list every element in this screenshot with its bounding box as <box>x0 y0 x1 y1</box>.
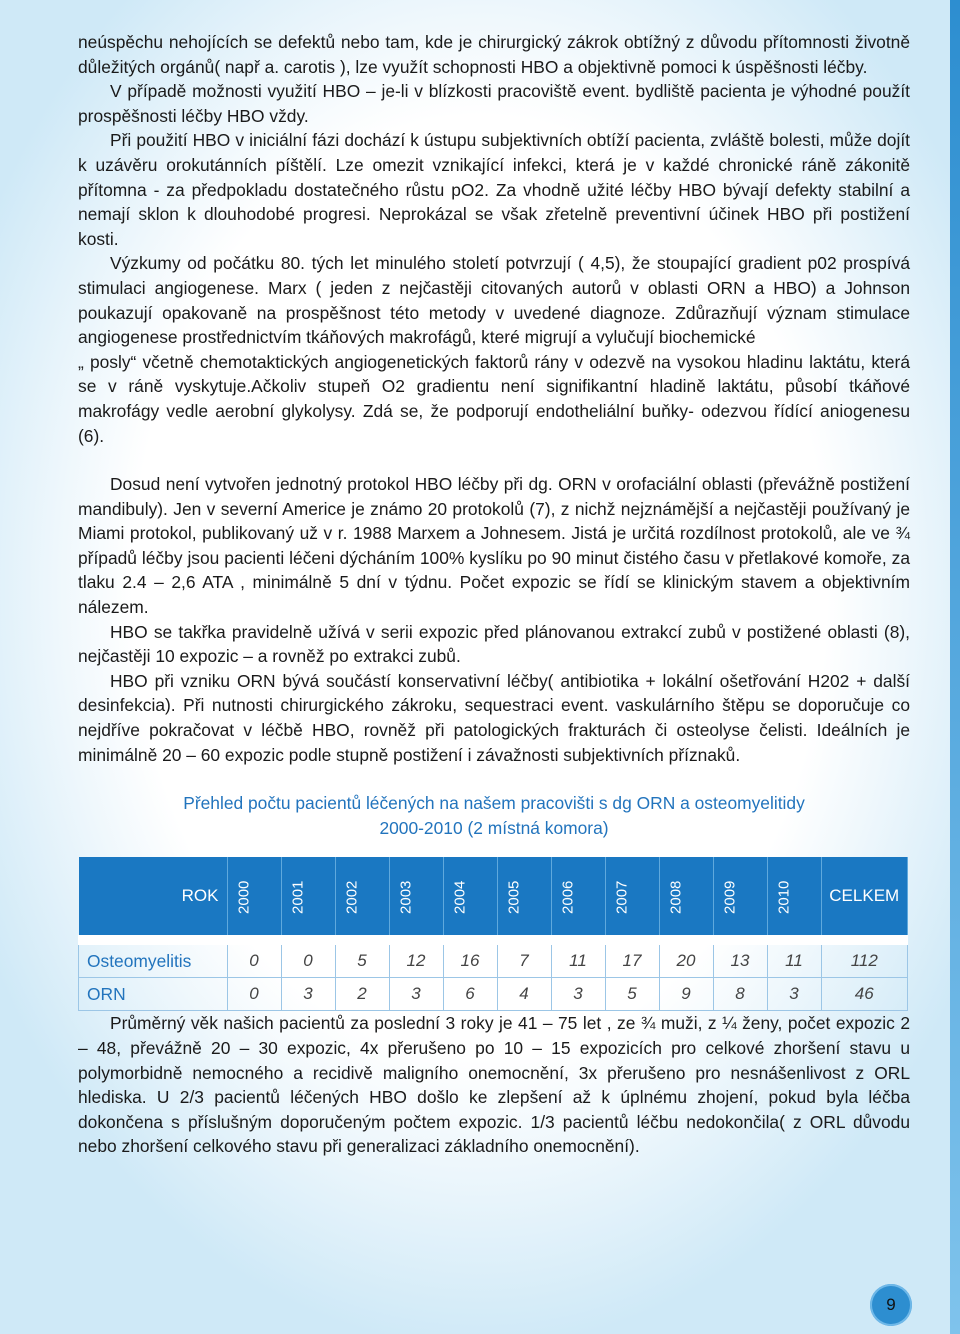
table-row <box>79 978 908 1011</box>
header-year: 2003 <box>389 857 443 940</box>
header-year: 2007 <box>605 857 659 940</box>
document-body <box>78 30 910 1159</box>
paragraph: Při použití HBO v iniciální fázi dochází k ústupu subjektivních obtíží pacienta, zvláště bolesti, může dojít k uzávěru orokutánních píštělí. Lze omezit vznikající infekci, která je v každé chronické ráně zákonitě přítomna - za předpokladu dostatečného růstu pO2. Za vhodně užité léčby HBO bývají defekty stabilní a nemají sklon k dlouhodobé progresi. Neprokázal se však zřetelně preventivní účinek HBO při postižení kosti. <box>78 130 910 249</box>
paragraph: neúspěchu nehojících se defektů nebo tam, kde je chirurgický zákrok obtížný z důvodu přítomnosti životně důležitých orgánů( např a. carotis ), lze využít schopnosti HBO a objektivně pomoci k úspěšnosti léčby. <box>78 32 910 77</box>
table-cell: 11 <box>767 940 821 978</box>
header-year: 2002 <box>335 857 389 940</box>
header-year: 2001 <box>281 857 335 940</box>
header-rok: ROK <box>79 857 228 940</box>
table-cell: 3 <box>281 978 335 1011</box>
paragraph: Průměrný věk našich pacientů za poslední 3 roky je 41 – 75 let , ze ¾ muži, z ¼ ženy, počet expozic 2 – 48, převážně 20 – 30 expozic, 4x přerušeno po 10 – 15 expozicích pro celkové zhoršení stavu u polymorbidně nemocného a recidivě maligního onemocnění, 3x přerušeno pro nesnášenlivost z ORL hlediska. U 2/3 pacientů léčených HBO došlo ke zlepšení až k úplnému zhojení, pokud byla léčba dokončena s příslušným doporučeným počtem expozic. 1/3 pacientů léčbu nedokončila( z ORL důvodu nebo zhoršení celkového stavu při generalizaci základního onemocnění). <box>78 1013 910 1157</box>
header-year: 2010 <box>767 857 821 940</box>
patients-table <box>78 857 908 1011</box>
paragraph: V případě možnosti využití HBO – je-li v blízkosti pracoviště event. bydliště pacienta je výhodné použít prospěšnosti léčby HBO vždy. <box>78 81 910 126</box>
page-number-badge: 9 <box>870 1284 912 1326</box>
row-total: 46 <box>821 978 908 1011</box>
table-cell: 12 <box>389 940 443 978</box>
caption-line: 2000-2010 (2 místná komora) <box>379 817 609 838</box>
header-year: 2004 <box>443 857 497 940</box>
table-cell: 0 <box>281 940 335 978</box>
table-cell: 3 <box>389 978 443 1011</box>
paragraph: HBO se takřka pravidelně užívá v serii expozic před plánovanou extrakcí zubů v postižené oblasti (8), nejčastěji 10 expozic – a rovněž po extrakci zubů. <box>78 621 910 667</box>
table-cell: 7 <box>497 940 551 978</box>
table-row <box>79 940 908 978</box>
table-cell: 2 <box>335 978 389 1011</box>
table-header-row <box>79 857 908 940</box>
table-caption <box>78 791 910 840</box>
table-cell: 5 <box>335 940 389 978</box>
table-cell: 11 <box>551 940 605 978</box>
right-edge-bar <box>950 0 960 1334</box>
spacer <box>78 448 910 472</box>
table-cell: 20 <box>659 940 713 978</box>
header-year: 2008 <box>659 857 713 940</box>
caption-line: Přehled počtu pacientů léčených na našem pracovišti s dg ORN a osteomyelitidy <box>183 793 805 814</box>
header-year: 2000 <box>227 857 281 940</box>
row-label: ORN <box>79 978 228 1011</box>
row-label: Osteomyelitis <box>79 940 228 978</box>
paragraph: HBO při vzniku ORN bývá součástí konservativní léčby( antibiotika + lokální ošetřování H202 + další desinfekcia). Při nutnosti chirurgického zákroku, sequestraci event. vaskulárního štěpu se doporučuje co nejdříve pokračovat v léčbě HBO, rovněž při patologických frakturách či osteolyse čelisti. Ideálních je minimálně 20 – 60 expozic podle stupně postižení i závažnosti subjektivních příznaků. <box>78 670 910 765</box>
table-cell: 8 <box>713 978 767 1011</box>
table-cell: 16 <box>443 940 497 978</box>
table-cell: 6 <box>443 978 497 1011</box>
table-cell: 17 <box>605 940 659 978</box>
row-total: 112 <box>821 940 908 978</box>
paragraph: Dosud není vytvořen jednotný protokol HBO léčby při dg. ORN v orofaciální oblasti (převážně postižení mandibuly). Jen v severní Americe je známo 20 protokolů (7), z nichž nejznámější a nejčastěji používaný je Miami protokol, publikovaný už v r. 1988 Marxem a Johnesem. Jistá je určitá rozdílnost protokolů, ale ve ¾ případů léčby jsou pacienti léčeni dýcháním 100% kyslíku po 90 minut čistého času v přetlakové komoře, za tlaku 2.4 – 2,6 ATA , minimálně 5 dní v týdnu. Počet expozic se řídí se klinickým stavem a objektivním nálezem. <box>78 474 910 618</box>
header-year: 2005 <box>497 857 551 940</box>
header-total: CELKEM <box>821 857 908 940</box>
table-cell: 0 <box>227 940 281 978</box>
table-cell: 4 <box>497 978 551 1011</box>
table-cell: 3 <box>551 978 605 1011</box>
table-cell: 9 <box>659 978 713 1011</box>
table-cell: 0 <box>227 978 281 1011</box>
header-year: 2009 <box>713 857 767 940</box>
table-cell: 13 <box>713 940 767 978</box>
paragraph: „ posly“ včetně chemotaktických angiogenetických faktorů rány v odezvě na vysokou hladinu laktátu, která se v ráně vyskytuje.Ačkoliv stupeň O2 gradientu není signifikantní hladině laktátu, působí tkáňové makrofágy vedle aerobní glykolysy. Zdá se, že podporují endotheliální buňky- odezvou řídící aniogenesu (6). <box>78 351 910 446</box>
table-cell: 5 <box>605 978 659 1011</box>
table-cell: 3 <box>767 978 821 1011</box>
header-year: 2006 <box>551 857 605 940</box>
paragraph: Výzkumy od počátku 80. tých let minulého století potvrzují ( 4,5), že stoupající gradient p02 prospívá stimulaci angiogenese. Marx ( jeden z nejčastěji citovaných autorů v oblasti ORN a HBO) a Johnson poukazují opakovaně na prospěšnost této metody v uvedené diagnoze. Zdůrazňují význam stimulace angiogenese prostřednictvím tkáňových makrofágů, které migrují a vylučují biochemické <box>78 253 910 348</box>
